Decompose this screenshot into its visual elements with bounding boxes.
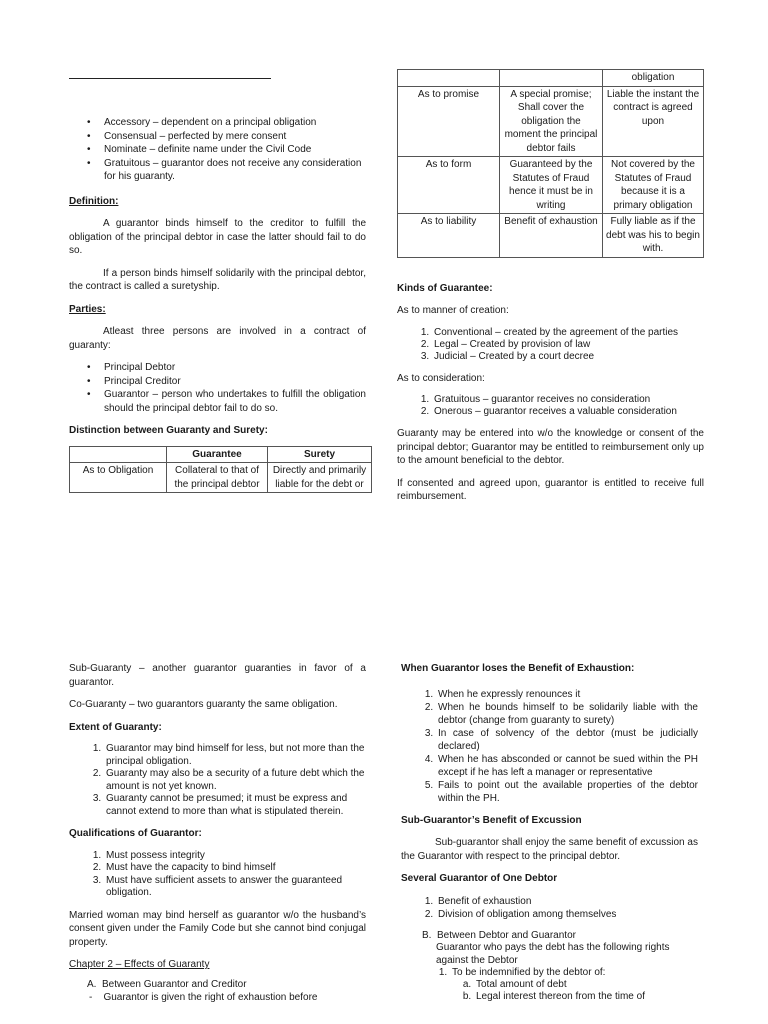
list-item: 3. In case of solvency of the debtor (must be judicially declared) (436, 727, 698, 753)
distinction-table (69, 446, 372, 494)
debtor-rights-list (401, 967, 698, 1003)
list-item: 3. Guaranty cannot be presumed; it must be express and cannot extend to more than what is stipulated therein. (104, 793, 366, 818)
indemnity-label: To be indemnified by the debtor of: (452, 967, 606, 978)
between-debtor-guarantor: B. Between Debtor and Guarantor (422, 929, 576, 941)
list-item: • Nominate – definite name under the Civil Code (104, 143, 366, 157)
list-item: 2. Division of obligation among themselves (436, 908, 698, 921)
extent-list (69, 743, 366, 818)
table-cell: As to promise (398, 86, 500, 157)
creation-list (397, 327, 704, 363)
list-item: 2. Guaranty may also be a security of a future debt which the amount is not yet known. (104, 768, 366, 793)
list-item: 2. Must have the capacity to bind himself (104, 862, 366, 875)
list-item: 1. Benefit of exhaustion (436, 895, 698, 908)
parties-heading: Parties: (69, 303, 106, 315)
list-item: b. Legal interest thereon from the time of (474, 991, 698, 1003)
table-cell: obligation (603, 70, 704, 87)
list-item: a. Total amount of debt (474, 979, 698, 991)
definition-heading: Definition: (69, 195, 119, 207)
table-cell: As to liability (398, 214, 500, 258)
indemnity-sublist (452, 979, 698, 1003)
list-item: • Guarantor – person who undertakes to fulfill the obligation should the principal debtor fail to do so. (104, 388, 366, 415)
loses-exhaustion-heading: When Guarantor loses the Benefit of Exhaustion: (401, 663, 635, 674)
qualifications-list (69, 850, 366, 900)
table-cell (398, 70, 500, 87)
table-header (70, 446, 167, 463)
distinction-table-continued (397, 69, 704, 258)
debtor-rights-paragraph: Guarantor who pays the debt has the following rights against the Debtor (436, 942, 670, 966)
table-row (398, 157, 704, 214)
list-item: 2. Onerous – guarantor receives a valuable consideration (432, 406, 704, 418)
list-item: 3. Must have sufficient assets to answer the guaranteed obligation. (104, 875, 366, 900)
table-cell: Collateral to that of the principal debtor (167, 463, 268, 493)
exhaustion-right-item: - Guarantor is given the right of exhaustion before (89, 992, 318, 1003)
chapter-heading: Chapter 2 – Effects of Guaranty (69, 959, 210, 970)
list-item: 5. Fails to point out the available properties of the debtor within the PH. (436, 779, 698, 805)
table-header: Guarantee (167, 446, 268, 463)
loses-exhaustion-list (401, 688, 698, 805)
creation-label: As to manner of creation: (397, 305, 509, 316)
definition-paragraph: A guarantor binds himself to the creditor to fulfill the obligation of the principal debtor in case the latter should fail to do so. (69, 218, 366, 256)
list-item: • Gratuitous – guarantor does not receive any consideration for his guaranty. (104, 157, 366, 184)
table-cell: A special promise; Shall cover the obligation the moment the principal debtor fails (500, 86, 603, 157)
kinds-heading: Kinds of Guarantee: (397, 282, 493, 294)
list-item: 4. When he has absconded or cannot be sued within the PH except if he has left a manager or representative (436, 753, 698, 779)
reimbursement-paragraph: If consented and agreed upon, guarantor is entitled to receive full reimbursement. (397, 477, 704, 502)
sub-guaranty-paragraph: Sub-Guaranty – another guarantor guaranties in favor of a guarantor. (69, 663, 366, 688)
parties-list (69, 361, 366, 415)
right-column-bottom (401, 662, 698, 1003)
list-item: • Principal Debtor (104, 361, 366, 375)
list-item: 1. Conventional – created by the agreement of the parties (432, 327, 704, 339)
distinction-heading: Distinction between Guaranty and Surety: (69, 425, 268, 436)
features-list (69, 116, 366, 184)
extent-heading: Extent of Guaranty: (69, 721, 162, 733)
list-item: • Accessory – dependent on a principal obligation (104, 116, 366, 130)
list-item: 3. Judicial – Created by a court decree (432, 351, 704, 363)
table-row (398, 214, 704, 258)
list-item: 1. When he expressly renounces it (436, 688, 698, 701)
table-cell: Benefit of exhaustion (500, 214, 603, 258)
list-item: 2. Legal – Created by provision of law (432, 339, 704, 351)
several-guarantor-list (401, 895, 698, 921)
several-guarantor-heading: Several Guarantor of One Debtor (401, 873, 558, 884)
right-column-top (397, 69, 704, 504)
list-item: • Consensual – perfected by mere consent (104, 130, 366, 144)
suretyship-paragraph: If a person binds himself solidarily with the principal debtor, the contract is called a suretyship. (69, 267, 366, 292)
parties-intro: Atleast three persons are involved in a contract of guaranty: (69, 326, 366, 351)
table-row (398, 86, 704, 157)
list-item: 1. Gratuitous – guarantor receives no consideration (432, 394, 704, 406)
left-column-bottom (69, 662, 366, 1005)
qualifications-heading: Qualifications of Guarantor: (69, 828, 202, 839)
married-woman-paragraph: Married woman may bind herself as guarantor w/o the husband’s consent given under the Family Code but she cannot bind conjugal property. (69, 909, 366, 948)
table-header: Surety (268, 446, 372, 463)
sub-guarantor-paragraph: Sub-guarantor shall enjoy the same benefit of excussion as the Guarantor with respect to the principal debtor. (401, 837, 698, 862)
between-guarantor-creditor: A. Between Guarantor and Creditor (87, 978, 247, 990)
table-cell: Not covered by the Statutes of Fraud because it is a primary obligation (603, 157, 704, 214)
list-item: • Principal Creditor (104, 375, 366, 389)
list-item (450, 967, 698, 1003)
knowledge-paragraph: Guaranty may be entered into w/o the knowledge or consent of the principal debtor; Guarantor may be entitled to reimbursement only up to the amount beneficial to the debtor. (397, 428, 704, 466)
list-item: 1. Must possess integrity (104, 850, 366, 863)
table-cell: Guaranteed by the Statutes of Fraud hence it must be in writing (500, 157, 603, 214)
table-cell: Directly and primarily liable for the debt or (268, 463, 372, 493)
consideration-list (397, 394, 704, 418)
left-column-top (69, 78, 366, 493)
table-row (398, 70, 704, 87)
table-cell: Liable the instant the contract is agreed upon (603, 86, 704, 157)
list-item: 1. Guarantor may bind himself for less, but not more than the principal obligation. (104, 743, 366, 768)
co-guaranty-paragraph: Co-Guaranty – two guarantors guaranty the same obligation. (69, 699, 338, 710)
table-cell: As to Obligation (70, 463, 167, 493)
table-cell: Fully liable as if the debt was his to begin with. (603, 214, 704, 258)
title-underline (69, 78, 271, 79)
table-row (70, 463, 372, 493)
consideration-label: As to consideration: (397, 372, 485, 384)
sub-guarantor-heading: Sub-Guarantor’s Benefit of Excussion (401, 814, 582, 826)
table-cell (500, 70, 603, 87)
table-cell: As to form (398, 157, 500, 214)
list-item: 2. When he bounds himself to be solidarily liable with the debtor (change from guaranty to surety) (436, 701, 698, 727)
